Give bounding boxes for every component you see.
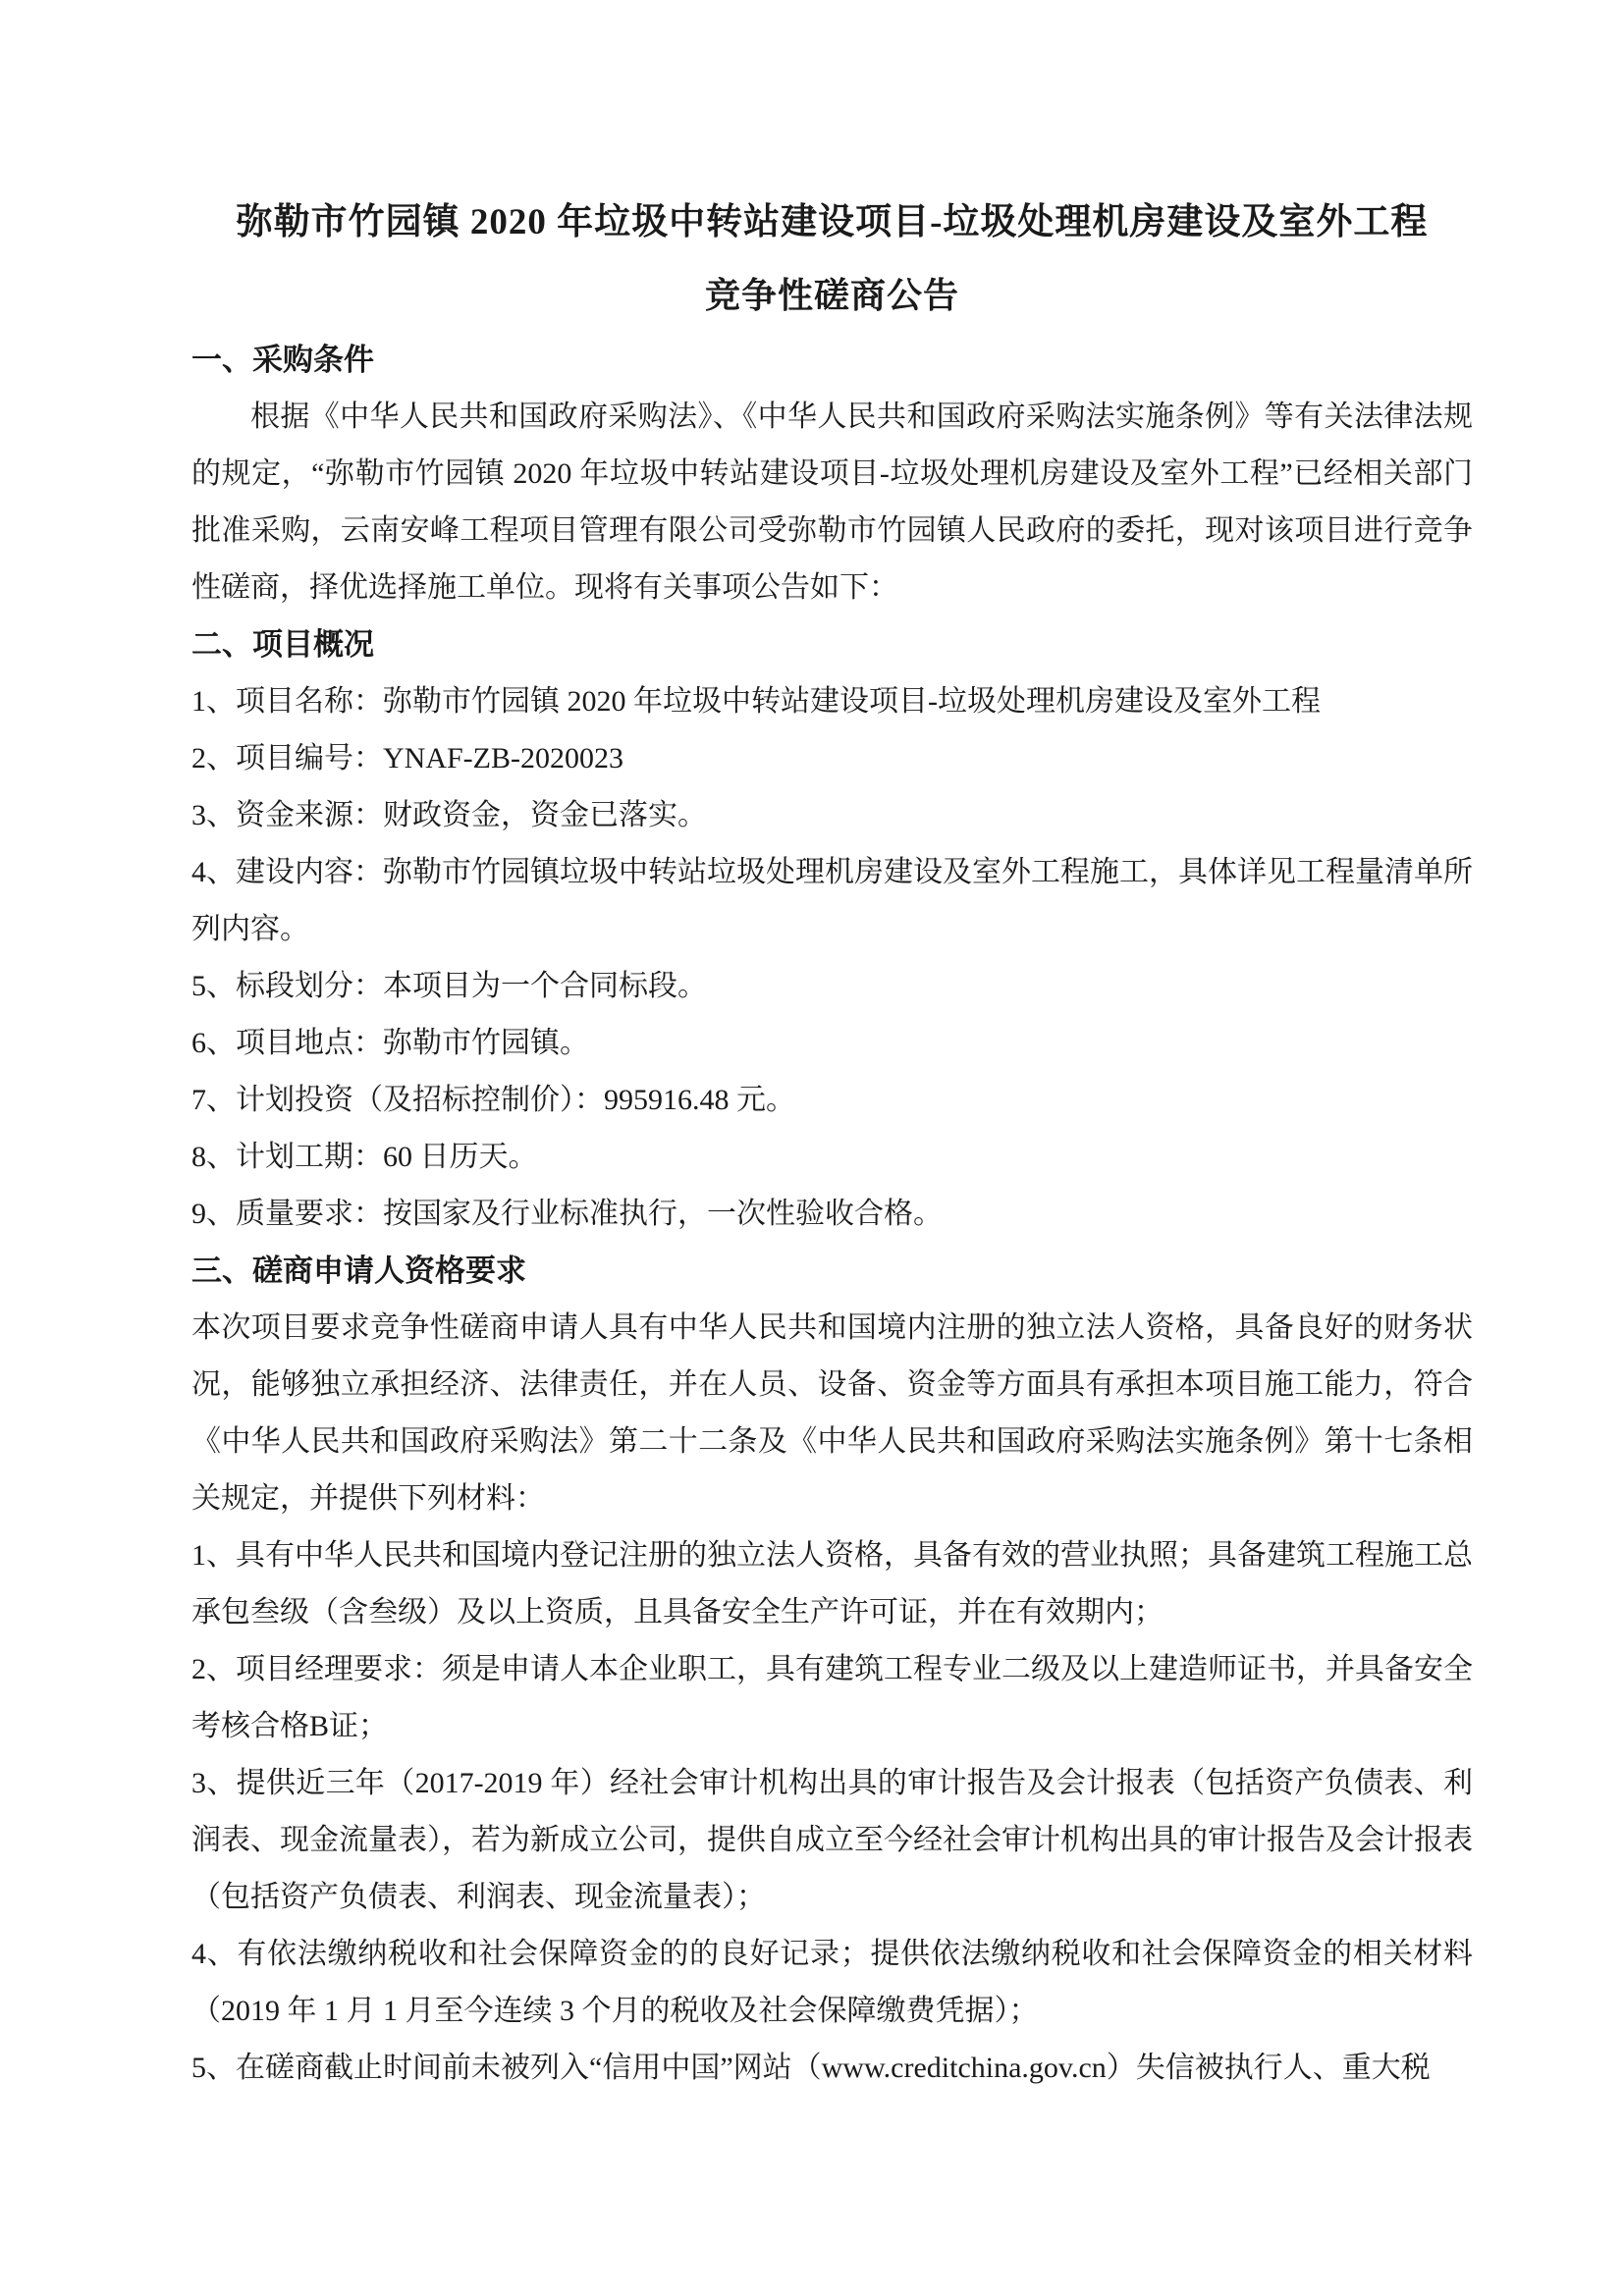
- project-overview-item-name: 1、项目名称：弥勒市竹园镇 2020 年垃圾中转站建设项目-垃圾处理机房建设及室外工程: [191, 685, 1321, 718]
- document-title: 弥勒市竹园镇 2020 年垃圾中转站建设项目-垃圾处理机房建设及室外工程: [236, 202, 1429, 242]
- project-overview-item-funding: 3、资金来源：财政资金，资金已落实。: [191, 799, 707, 831]
- qualification-item-audit-reports: 3、提供近三年（2017-2019 年）经社会审计机构出具的审计报告及会计报表（包括资产负债表、利润表、现金流量表），若为新成立公司，提供自成立至今经社会审计机构出具的审计报告及会计报表（包括资产负债表、利润表、现金流量表）；: [191, 1767, 1473, 1913]
- project-overview-item-content: 4、建设内容：弥勒市竹园镇垃圾中转站垃圾处理机房建设及室外工程施工，具体详见工程量清单所列内容。: [191, 856, 1473, 945]
- project-overview-item-quality: 9、质量要求：按国家及行业标准执行，一次性验收合格。: [191, 1198, 943, 1230]
- project-overview-item-investment: 7、计划投资（及招标控制价）：995916.48 元。: [191, 1084, 795, 1116]
- purchase-conditions-paragraph: 根据《中华人民共和国政府采购法》、《中华人民共和国政府采购法实施条例》等有关法律法规的规定，“弥勒市竹园镇 2020 年垃圾中转站建设项目-垃圾处理机房建设及室外工程”已经相关部门批准采购，云南安峰工程项目管理有限公司受弥勒市竹园镇人民政府的委托，现对该项目进行竞争性磋商，择优选择施工单位。现将有关事项公告如下：: [191, 400, 1473, 604]
- heading-purchase-conditions: 一、采购条件: [191, 343, 374, 377]
- qualification-item-tax-social-security: 4、有依法缴纳税收和社会保障资金的的良好记录；提供依法缴纳税收和社会保障资金的相关材料（2019 年 1 月 1 月至今连续 3 个月的税收及社会保障缴费凭据）；: [191, 1938, 1473, 2027]
- qualifications-intro-paragraph: 本次项目要求竞争性磋商申请人具有中华人民共和国境内注册的独立法人资格，具备良好的财务状况，能够独立承担经济、法律责任，并在人员、设备、资金等方面具有承担本项目施工能力，符合《中华人民共和国政府采购法》第二十二条及《中华人民共和国政府采购法实施条例》第十七条相关规定，并提供下列材料：: [191, 1311, 1473, 1515]
- qualification-item-project-manager: 2、项目经理要求：须是申请人本企业职工，具有建筑工程专业二级及以上建造师证书，并具备安全考核合格B证；: [191, 1653, 1473, 1742]
- qualification-item-legal-entity: 1、具有中华人民共和国境内登记注册的独立法人资格，具备有效的营业执照；具备建筑工程施工总承包叁级（含叁级）及以上资质，且具备安全生产许可证，并在有效期内；: [191, 1539, 1473, 1629]
- project-overview-item-duration: 8、计划工期：60 日历天。: [191, 1141, 538, 1173]
- heading-project-overview: 二、项目概况: [191, 627, 374, 662]
- project-overview-item-number: 2、项目编号：YNAF-ZB-2020023: [191, 742, 623, 774]
- project-overview-item-lots: 5、标段划分：本项目为一个合同标段。: [191, 970, 707, 1002]
- qualification-item-credit-china: 5、在磋商截止时间前未被列入“信用中国”网站（www.creditchina.gov.cn）失信被执行人、重大税: [191, 2052, 1431, 2084]
- heading-applicant-qualifications: 三、磋商申请人资格要求: [191, 1254, 526, 1288]
- document-subtitle: 竞争性磋商公告: [704, 276, 959, 315]
- project-overview-item-location: 6、项目地点：弥勒市竹园镇。: [191, 1027, 589, 1059]
